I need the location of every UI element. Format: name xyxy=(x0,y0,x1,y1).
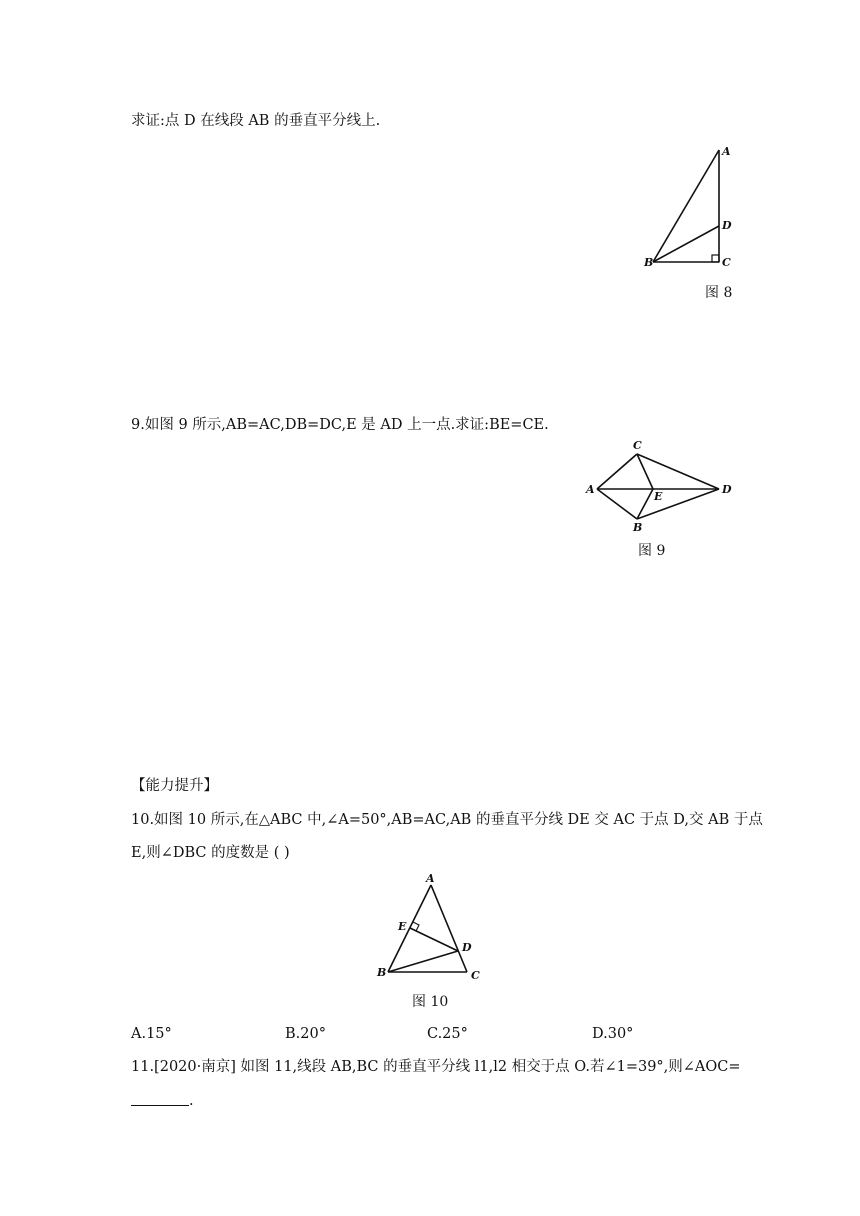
vertex-label-b: B xyxy=(633,521,643,534)
problem-11-line-2-end: . xyxy=(189,1093,194,1109)
vertex-label-a: A xyxy=(426,872,435,885)
problem-10-line-2: E,则∠DBC 的度数是 ( ) xyxy=(131,845,290,861)
vertex-label-d: D xyxy=(722,483,732,496)
segment-ab xyxy=(653,150,719,262)
vertex-label-c: C xyxy=(722,256,731,269)
segment-ac xyxy=(597,454,637,489)
problem-10-option-c: C.25° xyxy=(427,1026,468,1042)
vertex-label-a: A xyxy=(722,145,731,158)
segment-ab xyxy=(597,489,637,519)
problem-10-option-d: D.30° xyxy=(592,1026,634,1042)
vertex-label-c: C xyxy=(633,439,642,452)
figure-10-triangle xyxy=(370,872,490,982)
segment-bd xyxy=(388,951,458,972)
problem-9-text: 9.如图 9 所示,AB=AC,DB=DC,E 是 AD 上一点.求证:BE=CE. xyxy=(131,417,549,433)
segment-cd xyxy=(637,454,719,489)
problem-10-line-1: 10.如图 10 所示,在△ABC 中,∠A=50°,AB=AC,AB 的垂直平分线 DE 交 AC 于点 D,交 AB 于点 xyxy=(131,812,763,828)
vertex-label-a: A xyxy=(586,483,595,496)
figure-8-caption: 图 8 xyxy=(705,285,733,301)
problem-10-option-a: A.15° xyxy=(131,1026,172,1042)
segment-ab xyxy=(388,885,431,972)
answer-blank[interactable] xyxy=(131,1105,189,1106)
figure-9-caption: 图 9 xyxy=(638,543,666,559)
vertex-label-e: E xyxy=(654,490,663,503)
vertex-label-c: C xyxy=(471,969,480,982)
problem-8-prove-text: 求证:点 D 在线段 AB 的垂直平分线上. xyxy=(131,113,381,129)
vertex-label-e: E xyxy=(398,920,407,933)
problem-11-line-1: 11.[2020·南京] 如图 11,线段 AB,BC 的垂直平分线 l1,l2 相交于点 O.若∠1=39°,则∠AOC= xyxy=(131,1059,741,1075)
vertex-label-d: D xyxy=(462,941,472,954)
right-angle-mark xyxy=(712,255,719,262)
segment-ac xyxy=(431,885,467,972)
section-heading: 【能力提升】 xyxy=(131,778,218,794)
figure-10-caption: 图 10 xyxy=(412,994,449,1010)
vertex-label-d: D xyxy=(722,219,732,232)
figure-9-kite xyxy=(583,438,743,538)
figure-8-triangle xyxy=(640,138,740,273)
vertex-label-b: B xyxy=(377,966,387,979)
segment-bd xyxy=(637,489,719,519)
vertex-label-b: B xyxy=(644,256,654,269)
problem-10-option-b: B.20° xyxy=(285,1026,326,1042)
